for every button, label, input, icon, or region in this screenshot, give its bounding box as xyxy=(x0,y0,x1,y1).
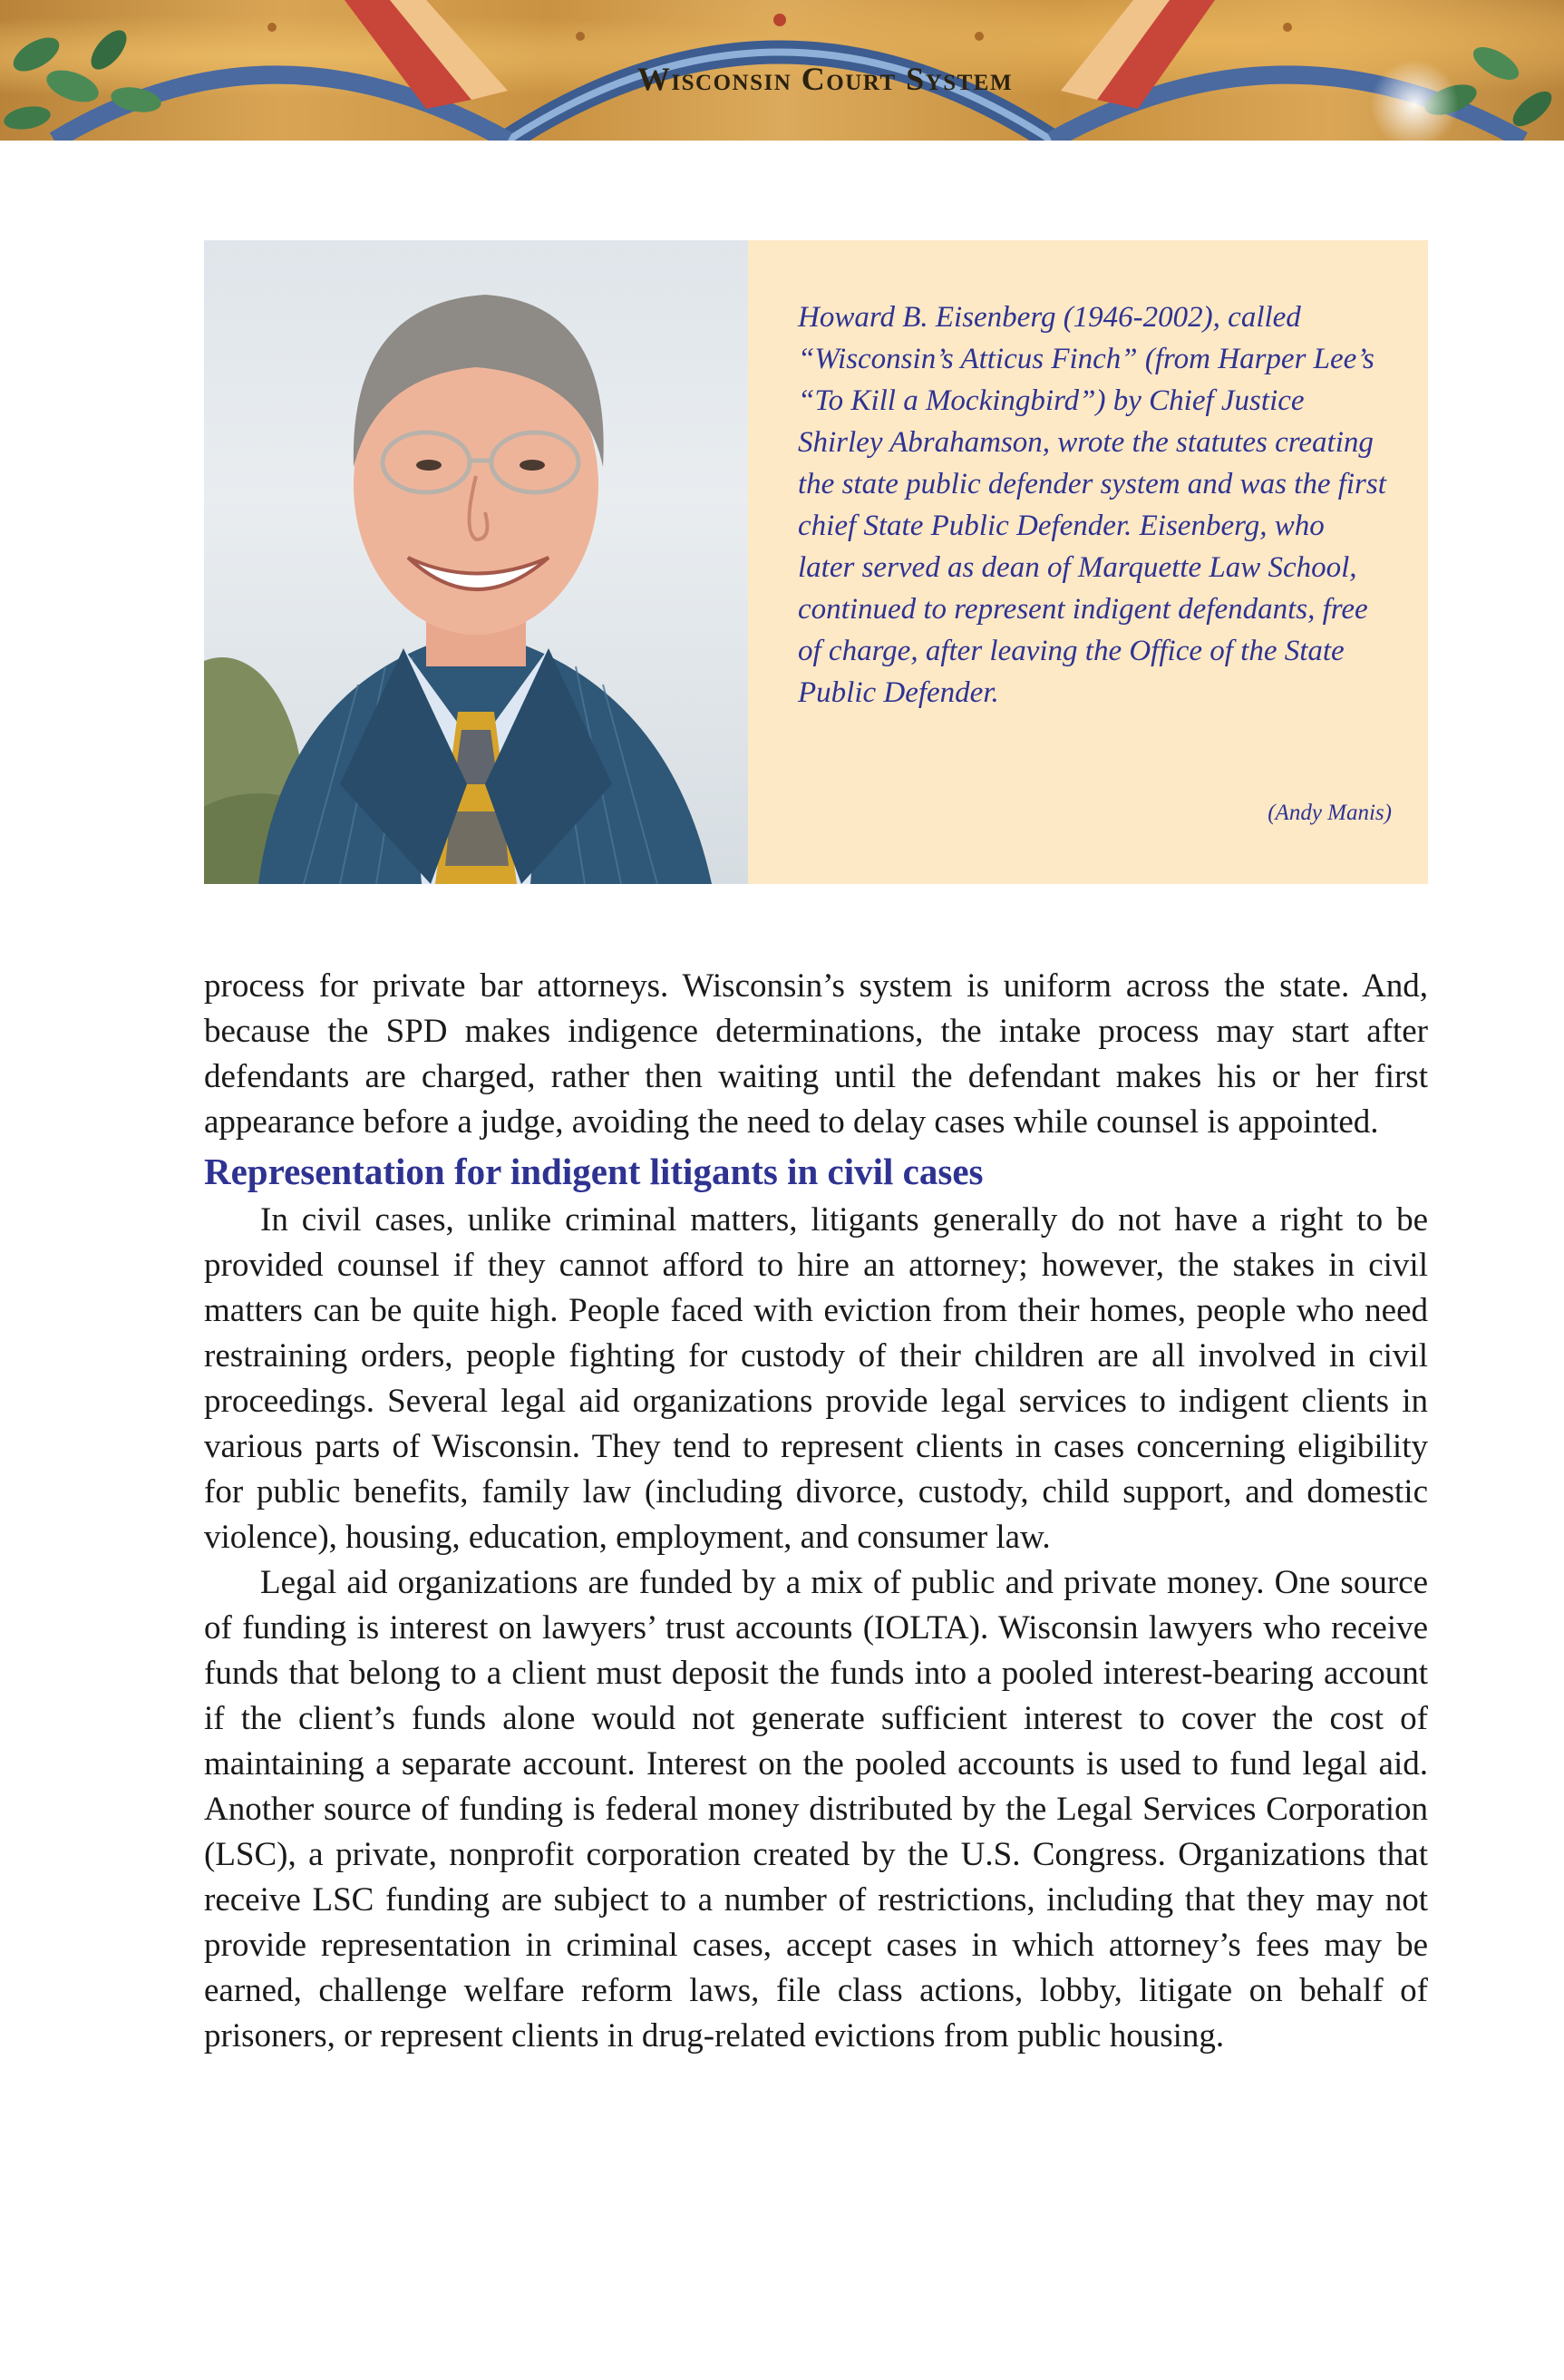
banner-title: Wisconsin Court System xyxy=(636,61,1014,97)
intro-paragraph: process for private bar attorneys. Wisconsin’s system is uniform across the state. And, because the SPD makes indigence determinations, the intake process may start after defendants are charged, rather then waiting until the defendant makes his or her first appearance before a judge, avoiding the need to delay cases while counsel is appointed. xyxy=(204,967,1428,1141)
portrait-illustration xyxy=(204,240,748,884)
header-banner xyxy=(0,0,1564,141)
paragraph-civil-cases: In civil cases, unlike criminal matters, litigants generally do not have a right to be provided counsel if they cannot afford to hire an attorney; however, the stakes in civil matters can be quite high. People faced with eviction from their homes, people who need restraining orders, people fighting for custody of their children are all involved in civil proceedings. Several legal aid organizations provide legal services to indigent clients in various parts of Wisconsin. They tend to represent clients in cases concerning eligibility for public benefits, family law (including divorce, custody, child support, and domestic violence), housing, education, employment, and consumer law. xyxy=(204,1201,1428,1556)
photo-caption: Howard B. Eisenberg (1946-2002), called “Wisconsin’s Atticus Finch” (from Harper Lee’s “To Kill a Mockingbird”) by Chief Justice Shirley Abrahamson, wrote the statutes creating the state public defender system and was the first chief State Public Defender. Eisenberg, who later served as dean of Marquette Law School, continued to represent indigent defendants, free of charge, after leaving the Office of the State Public Defender. xyxy=(798,301,1386,709)
paragraph-funding: Legal aid organizations are funded by a mix of public and private money. One source of funding is interest on lawyers’ trust accounts (IOLTA). Wisconsin lawyers who receive funds that belong to a client must deposit the funds into a pooled interest-bearing account if the client’s funds alone would not generate sufficient interest to cover the cost of maintaining a separate account. Interest on the pooled accounts is used to fund legal aid. Another source of funding is federal money distributed by the Legal Services Corporation (LSC), a private, nonprofit corporation created by the U.S. Congress. Organizations that receive LSC funding are subject to a number of restrictions, including that they may not provide representation in criminal cases, accept cases in which attorney’s fees may be earned, challenge welfare reform laws, file class actions, lobby, litigate on behalf of prisoners, or represent clients in drug-related evictions from public housing. xyxy=(204,1564,1428,2055)
photo-caption-box xyxy=(204,240,1428,884)
light-flare xyxy=(1360,54,1469,141)
photo-credit: (Andy Manis) xyxy=(1268,801,1392,825)
section-heading: Representation for indigent litigants in civil cases xyxy=(204,1151,984,1192)
portrait-photo xyxy=(204,240,748,884)
article-body xyxy=(204,964,1428,2059)
